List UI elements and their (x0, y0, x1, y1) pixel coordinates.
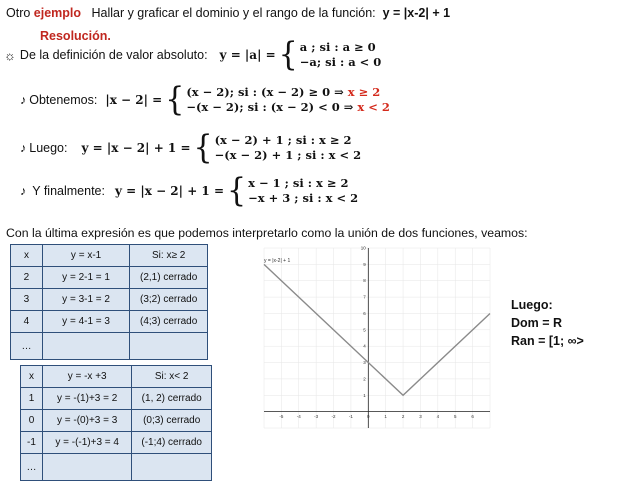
header-function: y = |x-2| + 1 (382, 6, 451, 20)
table-cell: y = -(-1)+3 = 4 (42, 432, 131, 454)
y-tick-label: 1 (363, 392, 366, 398)
table-cell: y = -(1)+3 = 2 (42, 388, 131, 410)
table-header-row (11, 245, 208, 267)
table-cell: (0;3) cerrado (132, 410, 212, 432)
finalmente-lhs: y = |x − 2| + 1 = (114, 184, 225, 198)
finalmente-text: Y finalmente: (32, 184, 105, 198)
y-tick-label: 6 (363, 310, 366, 316)
table-cell (42, 333, 129, 360)
obtenemos-cases (186, 85, 390, 115)
finalmente-row (20, 171, 359, 210)
luego-row (20, 128, 362, 167)
brace-icon: { (278, 35, 298, 74)
obtenemos-case1-result: x ≥ 2 (347, 85, 381, 99)
table-cell (42, 454, 131, 481)
finalmente-case1: x − 1 ; si : x ≥ 2 (248, 176, 349, 190)
table-row (21, 432, 212, 454)
y-tick-label: 8 (363, 278, 366, 284)
y-tick-label: 5 (363, 327, 366, 333)
x-tick-label: 2 (401, 414, 405, 420)
table-header-cell: y = -x +3 (42, 366, 131, 388)
table-cell (132, 454, 212, 481)
table-cell: 4 (11, 311, 43, 333)
x-tick-label: -1 (348, 414, 353, 420)
obtenemos-row (20, 80, 390, 119)
table-cell: (4;3) cerrado (130, 311, 208, 333)
finalmente-cases (248, 176, 358, 206)
table-cell (130, 333, 208, 360)
brace-icon: { (227, 171, 247, 210)
x-tick-label: 4 (436, 414, 440, 420)
table-cell: 2 (11, 267, 43, 289)
note-icon: ♪ (20, 141, 27, 155)
table-header-cell: x (11, 245, 43, 267)
obtenemos-case1: (x − 2); si : (x − 2) ≥ 0 ⇒ (186, 85, 344, 99)
result-box (511, 296, 584, 350)
graph-background (258, 244, 494, 434)
x-tick-label: -3 (314, 414, 319, 420)
x-tick-label: -5 (279, 414, 284, 420)
table-cell: 0 (21, 410, 43, 432)
table-cell: … (21, 454, 43, 481)
y-tick-label: 2 (363, 376, 366, 382)
result-title: Luego: (511, 298, 553, 312)
definicion-case2: −a; si : a < 0 (299, 55, 382, 69)
header-prefix: Otro (6, 6, 31, 20)
x-tick-label: -4 (296, 414, 301, 420)
luego-lhs: y = |x − 2| + 1 = (81, 141, 191, 155)
header-instruction: Hallar y graficar el dominio y el rango de la función: (91, 6, 376, 20)
x-tick-label: 1 (384, 414, 387, 420)
table-cell: -1 (21, 432, 43, 454)
table-cell: … (11, 333, 43, 360)
luego-text: Luego: (29, 141, 68, 155)
obtenemos-text: Obtenemos: (29, 93, 98, 107)
note-icon: ♪ (20, 184, 27, 198)
luego-cases (215, 133, 362, 163)
table-row (11, 289, 208, 311)
x-tick-label: 5 (453, 414, 457, 420)
table-cell: y = 3-1 = 2 (42, 289, 129, 311)
table-cell: 1 (21, 388, 43, 410)
table-cell: y = 4-1 = 3 (42, 311, 129, 333)
brace-icon: { (193, 128, 213, 167)
x-tick-label: 3 (419, 414, 422, 420)
resolucion-heading: Resolución. (40, 29, 111, 43)
result-range: Ran = [1; ∞> (511, 334, 584, 348)
function-graph (258, 244, 494, 434)
y-tick-label: 7 (363, 294, 366, 300)
table-cell: y = 2-1 = 1 (42, 267, 129, 289)
table-cell: (1, 2) cerrado (132, 388, 212, 410)
table-header-row (21, 366, 212, 388)
x-tick-label: -2 (331, 414, 336, 420)
definicion-cases (300, 40, 382, 70)
y-tick-label: 4 (363, 343, 366, 349)
definicion-text: De la definición de valor absoluto: (19, 48, 208, 62)
table-xlt2 (20, 365, 212, 481)
finalmente-case2: −x + 3 ; si : x < 2 (248, 191, 359, 205)
table-cell: (-1;4) cerrado (132, 432, 212, 454)
table-cell: (3;2) cerrado (130, 289, 208, 311)
definicion-case1: a ; si : a ≥ 0 (299, 40, 376, 54)
obtenemos-case2-result: x < 2 (357, 100, 390, 114)
table-row (21, 388, 212, 410)
note-icon: ♪ (20, 93, 27, 107)
y-tick-label: 9 (363, 261, 366, 267)
table-row (21, 454, 212, 481)
y-tick-label: 3 (363, 360, 366, 366)
table-row (11, 333, 208, 360)
table-row (21, 410, 212, 432)
table-header-cell: Si: x≥ 2 (130, 245, 208, 267)
header-highlight: ejemplo (33, 6, 82, 20)
obtenemos-lhs: |x − 2| = (105, 93, 163, 107)
brace-icon: { (165, 80, 185, 119)
table-row (11, 267, 208, 289)
table-header-cell: y = x-1 (42, 245, 129, 267)
table-cell: 3 (11, 289, 43, 311)
table-row (11, 311, 208, 333)
definicion-lhs: y = |a| = (219, 48, 276, 62)
x-tick-label: 0 (367, 414, 370, 420)
header-line (6, 6, 450, 20)
result-domain: Dom = R (511, 316, 563, 330)
luego-case2: −(x − 2) + 1 ; si : x < 2 (214, 148, 362, 162)
conclusion-text: Con la última expresión es que podemos interpretarlo como la unión de dos funciones, veamos: (6, 226, 528, 240)
graph-function-label: y = |x-2| + 1 (264, 258, 291, 264)
table-cell: (2,1) cerrado (130, 267, 208, 289)
table-header-cell: x (21, 366, 43, 388)
y-tick-label: 10 (360, 245, 366, 251)
table-xge2 (10, 244, 208, 360)
obtenemos-case2: −(x − 2); si : (x − 2) < 0 ⇒ (186, 100, 354, 114)
x-tick-label: 6 (471, 414, 474, 420)
luego-case1: (x − 2) + 1 ; si : x ≥ 2 (214, 133, 352, 147)
table-cell: y = -(0)+3 = 3 (42, 410, 131, 432)
sun-icon: ☼ (4, 47, 16, 63)
table-header-cell: Si: x< 2 (132, 366, 212, 388)
